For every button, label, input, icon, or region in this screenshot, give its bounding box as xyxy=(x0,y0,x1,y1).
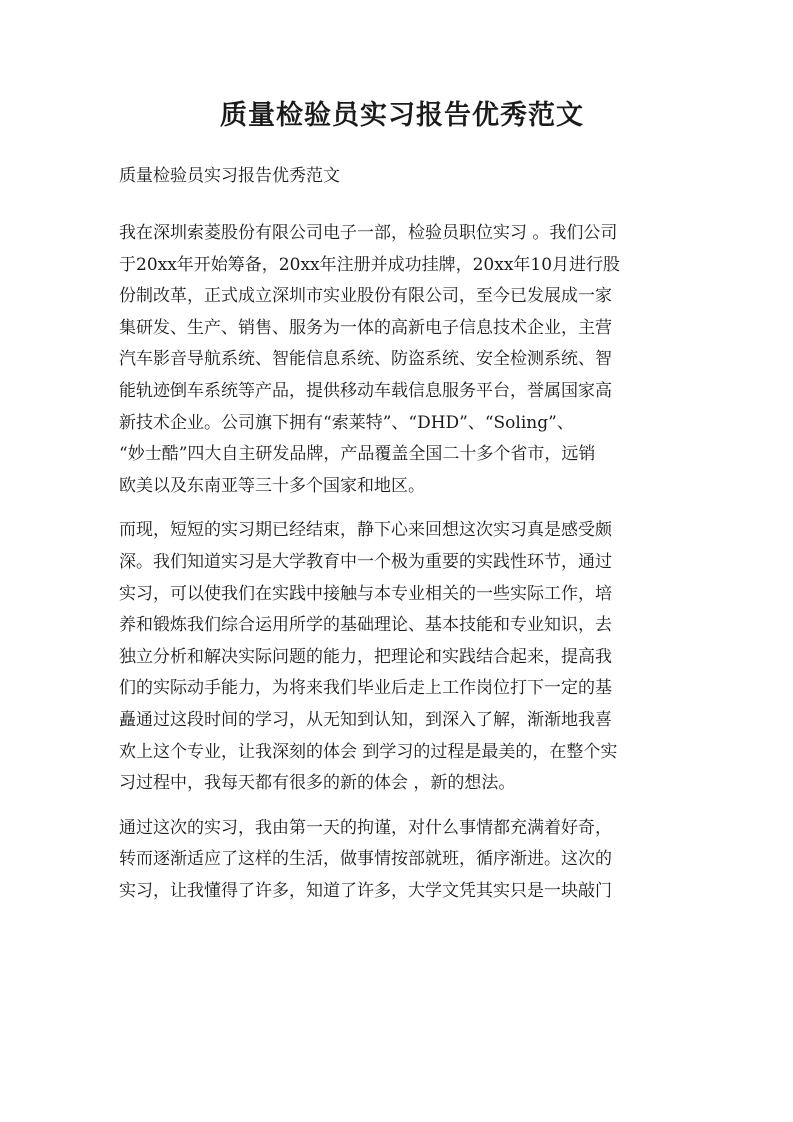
text-line: 份制改革，正式成立深圳市实业股份有限公司，至今已发展成一家 xyxy=(119,286,612,307)
text-line: 通过这次的实习，我由第一天的拘谨，对什么事情都充满着好奇， xyxy=(119,817,612,838)
text-line: 欧美以及东南亚等三十多个国家和地区。 xyxy=(119,475,425,496)
text-line: 独立分析和解决实际问题的能力，把理论和实践结合起来，提高我 xyxy=(119,646,612,667)
text-line: 能轨迹倒车系统等产品，提供移动车载信息服务平台，誉属国家高 xyxy=(119,380,612,401)
text-line: 们的实际动手能力，为将来我们毕业后走上工作岗位打下一定的基 xyxy=(119,678,612,699)
text-line: 我在深圳索菱股份有限公司电子一部，检验员职位实习 。我们公司 xyxy=(119,223,618,243)
text-line: 矗通过这段时间的学习，从无知到认知，到深入了解，渐渐地我喜 xyxy=(119,709,612,730)
text-line: 实习，让我懂得了许多，知道了许多，大学文凭其实只是一块敲门 xyxy=(119,880,612,901)
text-line: “妙士酷”四大自主研发品牌，产品覆盖全国二十多个省市，远销 xyxy=(119,444,596,465)
document-title: 质量检验员实习报告优秀范文 xyxy=(220,100,584,131)
text-line: 汽车影音导航系统、智能信息系统、防盗系统、安全检测系统、智 xyxy=(119,349,612,370)
text-line: 而现，短短的实习期已经结束，静下心来回想这次实习真是感受颇 xyxy=(119,520,612,541)
text-line: 养和锻炼我们综合运用所学的基础理论、基本技能和专业知识，去 xyxy=(119,615,612,636)
text-line: 新技术企业。公司旗下拥有“索莱特”、“DHD”、“Soling”、 xyxy=(119,412,574,433)
text-line: 于20xx年开始筹备，20xx年注册并成功挂牌，20xx年10月进行股 xyxy=(119,254,621,275)
paragraph-internship-reflection xyxy=(119,515,685,799)
paragraph-company-intro xyxy=(119,218,685,502)
paragraph-internship-gains xyxy=(119,813,685,908)
document-subtitle: 质量检验员实习报告优秀范文 xyxy=(119,166,340,186)
text-line: 深。我们知道实习是大学教育中一个极为重要的实践性环节，通过 xyxy=(119,551,612,572)
text-line: 转而逐渐适应了这样的生活，做事情按部就班，循序渐进。这次的 xyxy=(119,849,612,870)
text-line: 习过程中，我每天都有很多的新的体会 ，新的想法。 xyxy=(119,773,516,794)
text-line: 实习，可以使我们在实践中接触与本专业相关的一些实际工作，培 xyxy=(119,583,612,604)
text-line: 集研发、生产、销售、服务为一体的高新电子信息技术企业，主营 xyxy=(119,317,612,338)
text-line: 欢上这个专业，让我深刻的体会 到学习的过程是最美的，在整个实 xyxy=(119,741,618,762)
